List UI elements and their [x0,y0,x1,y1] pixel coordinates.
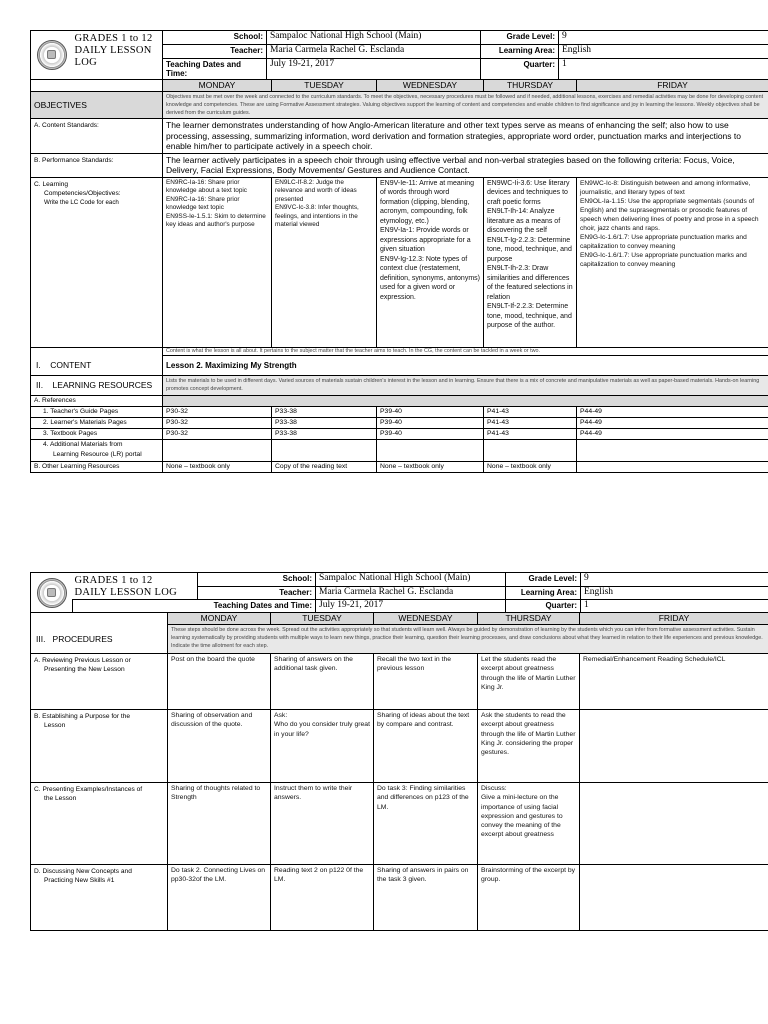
ref-value: P39-40 [377,406,484,417]
proc-label-a [31,654,168,710]
proc-cell [580,710,768,783]
dates-value: July 19-21, 2017 [316,600,506,613]
content-label [31,355,163,375]
competency-tuesday: EN9LC-If-8.2: Judge the relevance and worth of ideas presented EN9VC-Ic-3.8: Infer thoughts, feelings, and intentions in the material viewed [272,177,377,347]
title-grades: GRADES 1 to 12 [74,33,153,44]
proc-cell: Sharing of answers on the additional task given. [271,654,374,710]
ref-value: P33-38 [272,417,377,428]
resources-label [31,375,163,395]
day-monday: MONDAY [168,613,271,625]
ref-value [577,439,768,461]
deped-seal-2 [31,573,73,613]
title-dll: DAILY LESSON [74,45,152,56]
content-label-text: CONTENT [50,359,92,370]
ref-value: P39-40 [377,417,484,428]
ref-value: P30-32 [163,428,272,439]
other-resource-value: Copy of the reading text [272,461,377,472]
resources-label-num: II. [36,380,44,390]
ref-additional-label-1: 4. Additional Materials from [43,440,123,448]
resources-note: Lists the materials to be used in different days. Varied sources of materials sustain children's interest in the lesson and in learning. Ensure that there is a mix of concrete and manipulative materials as well as paper-based materials. Hands-on learning promotes concept development. [163,375,768,395]
ref-value: P44-49 [577,406,768,417]
proc-cell: Sharing of thoughts related to Strength [168,783,271,865]
ref-learners-materials-label: 2. Learner's Materials Pages [31,417,163,428]
grade-value: 9 [581,573,768,587]
teacher-value: Maria Carmela Rachel G. Esclanda [316,587,506,600]
ref-value: P44-49 [577,417,768,428]
resources-label-text: LEARNING RESOURCES [52,380,153,390]
procedures-label-text: PROCEDURES [52,633,113,644]
area-label: Learning Area: [506,587,581,600]
ref-value [377,439,484,461]
objectives-note: Objectives must be met over the week and connected to the curriculum standards. To meet the objectives, necessary procedures must be followed and if needed, additional lessons, exercises and remedial activities may be done for developing content knowledge and competencies. These are using Formative Assessment strategies. Valuing objectives support the learning of content and competencies and enable children to find significance and joy in learning the lessons. Weekly objectives shall be derived from the curriculum guides. [163,92,768,119]
ref-additional-label-2: Learning Resource (LR) portal [53,450,142,458]
ref-value [272,439,377,461]
seal-icon [37,40,67,70]
proc-label-line-1: Presenting Examples/Instances of [42,786,143,793]
dates-label: Teaching Dates and Time: [163,59,267,80]
proc-letter: A. [34,657,41,664]
references-label: A. References [31,395,163,406]
proc-cell: Discuss: Give a mini-lecture on the importance of using facial expression and gestures to convey the meaning of the excerpt about greatness [478,783,580,865]
proc-cell: Remedial/Enhancement Reading Schedule/ICL [580,654,768,710]
quarter-label: Quarter: [481,59,559,80]
objectives-table [30,79,768,473]
day-wednesday: WEDNESDAY [374,613,478,625]
area-label: Learning Area: [481,45,559,59]
teacher-label: Teacher: [163,45,267,59]
ref-value: P30-32 [163,406,272,417]
day-thursday: THURSDAY [478,613,580,625]
proc-letter: D. [34,868,41,875]
proc-cell: Recall the two text in the previous lesson [374,654,478,710]
competency-friday: EN9WC-Ic-8: Distinguish between and among informative, journalistic, and literary types of text EN9OL-Ia-1.15: Use the appropriate segmentals (sounds of English) and the suprasegmentals or prosodic features of speech when delivering lines of poetry and prose in a speech choir, jazz chants and raps. EN9G-Ic-1.6/1.7: Use appropriate punctuation marks and capitalization to convey meaning EN9G-Ic-1.6/1.7: Use appropriate punctuation marks and capitalization to convey meaning [577,177,768,347]
proc-cell: Sharing of observation and discussion of the quote. [168,710,271,783]
competencies-label-2: Competencies/Objectives: [44,189,121,197]
day-monday: MONDAY [163,80,272,92]
proc-label-b [31,710,168,783]
dll-title [73,31,163,80]
grade-label: Grade Level: [481,31,559,45]
competencies-label [31,177,163,347]
quarter-value: 1 [559,59,768,80]
school-value: Sampaloc National High School (Main) [316,573,506,587]
proc-cell [580,865,768,931]
other-resource-value [577,461,768,472]
proc-cell: Sharing of ideas about the text by compare and contrast. [374,710,478,783]
grade-label: Grade Level: [506,573,581,587]
proc-cell: Ask the students to read the excerpt about greatness through the life of Martin Luther King Jr. considering the proper gestures. [478,710,580,783]
proc-label-line-2: the Lesson [44,795,77,802]
proc-cell: Ask: Who do you consider truly great in your life? [271,710,374,783]
proc-cell: Do task 3: Finding similarities and differences on p123 of the LM. [374,783,478,865]
other-resources-label: B. Other Learning Resources [31,461,163,472]
other-resource-value: None – textbook only [484,461,577,472]
ref-value: P41-43 [484,428,577,439]
ref-value: P30-32 [163,417,272,428]
quarter-label: Quarter: [506,600,581,613]
school-label: School: [198,573,316,587]
proc-cell: Do task 2. Connecting Lives on pp30-32of the LM. [168,865,271,931]
proc-cell: Instruct them to write their answers. [271,783,374,865]
day-friday: FRIDAY [577,80,768,92]
day-tuesday: TUESDAY [272,80,377,92]
seal-icon [37,578,67,608]
proc-label-d [31,865,168,931]
competencies-letter: C. [34,180,41,188]
ref-value: P41-43 [484,406,577,417]
proc-label-line-1: Discussing New Concepts and [42,868,132,875]
proc-label-line-2: Lesson [44,722,66,729]
ref-value: P44-49 [577,428,768,439]
procedures-table [30,612,768,931]
title-dll-log: DAILY LESSON LOG [74,587,178,598]
references-header-fill [163,395,768,406]
competency-thursday: EN9WC-Ii-3.6: Use literary devices and techniques to craft poetic forms EN9LT-Ih-14: Analyze literature as a means of discovering the self EN9LT-Ig-2.2.3: Determine tone, mood, technique, and purpose EN9LT-Ih-2.3: Draw similarities and differences of the featured selections in relation EN9LT-If-2.2.3: Determine tone, mood, technique, and purpose of the author. [484,177,577,347]
proc-label-c [31,783,168,865]
proc-label-line-1: Reviewing Previous Lesson or [42,657,131,664]
ref-teachers-guide-label: 1. Teacher's Guide Pages [31,406,163,417]
other-resource-value: None – textbook only [377,461,484,472]
proc-cell: Post on the board the quote [168,654,271,710]
procedures-note: These steps should be done across the week. Spread out the activities appropriately so that students will learn well. Always be guided by demonstration of learning by the students which you can infer from formative assessment activities. Sustain learning systematically by providing students with multiple ways to learn new things, practice their learning, question their learning processes, and draw conclusions about what they learned in relation to their life experiences and previous knowledge. Indicate the time allotment for each step. [168,625,768,654]
dates-label: Teaching Dates and Time: [73,600,316,613]
deped-seal [31,31,73,80]
content-standards-label: A. Content Standards: [31,119,163,154]
quarter-value: 1 [581,600,768,613]
procedures-label [31,625,168,654]
content-label-num: I. [36,359,41,370]
competencies-label-1: Learning [42,180,69,188]
day-header-blank [31,613,168,625]
header-table [30,30,768,80]
proc-letter: C. [34,786,41,793]
proc-cell: Let the students read the excerpt about greatness through the life of Martin Luther King Jr. [478,654,580,710]
ref-additional-label [31,439,163,461]
day-header-blank [31,80,163,92]
lesson-title: Lesson 2. Maximizing My Strength [163,355,768,375]
objectives-label: OBJECTIVES [31,92,163,119]
ref-value: P33-38 [272,428,377,439]
day-tuesday: TUESDAY [271,613,374,625]
teacher-label: Teacher: [198,587,316,600]
school-label: School: [163,31,267,45]
area-value: English [559,45,768,59]
ref-value [163,439,272,461]
proc-cell: Reading text 2 on p122 0f the LM. [271,865,374,931]
dll-page-1 [30,30,768,473]
teacher-value: Maria Carmela Rachel G. Esclanda [267,45,481,59]
content-standards-text: The learner demonstrates understanding of how Anglo-American literature and other text types serve as means of enhancing the self; also how to use processing, assessing, summarizing information, word derivation and formation strategies, appropriate word order, punctuation marks and interjections to enable him/her to participate actively in a speech choir. [163,119,768,154]
competency-monday: EN9RC-Ia-16: Share prior knowledge about a text topic EN9RC-Ia-16: Share prior knowledge text topic EN9SS-Ie-1.5.1: Skim to determine key ideas and author's purpose [163,177,272,347]
competencies-label-3: Write the LC Code for each [44,198,119,206]
proc-cell: Sharing of answers in pairs on the task 3 given. [374,865,478,931]
proc-label-line-1: Establishing a Purpose for the [42,713,131,720]
header-table-2 [30,572,768,613]
proc-label-line-2: Practicing New Skills #1 [44,877,115,884]
title-grades: GRADES 1 to 12 [74,575,153,586]
day-thursday: THURSDAY [484,80,577,92]
day-wednesday: WEDNESDAY [377,80,484,92]
grade-value: 9 [559,31,768,45]
performance-standards-text: The learner actively participates in a speech choir through using effective verbal and non-verbal strategies based on the following criteria: Focus, Voice, Delivery, Facial Expressions, Body Movements/ Gestures and Audience Contact. [163,153,768,177]
proc-letter: B. [34,713,41,720]
ref-value: P41-43 [484,417,577,428]
content-note: Content is what the lesson is all about. It pertains to the subject matter that the teacher aims to teach. In the CG, the content can be tackled in a week or two. [163,347,768,355]
proc-cell: Brainstorming of the excerpt by group. [478,865,580,931]
procedures-label-num: III. [36,633,46,644]
dates-value: July 19-21, 2017 [267,59,481,80]
ref-textbook-label: 3. Textbook Pages [31,428,163,439]
proc-label-line-2: Presenting the New Lesson [44,666,125,673]
other-resource-value: None – textbook only [163,461,272,472]
ref-value [484,439,577,461]
content-note-blank [31,347,163,355]
title-log: LOG [74,57,97,68]
day-friday: FRIDAY [580,613,768,625]
dll-page-2 [30,572,768,931]
area-value: English [581,587,768,600]
ref-value: P39-40 [377,428,484,439]
school-value: Sampaloc National High School (Main) [267,31,481,45]
competency-wednesday: EN9V-Ie-11: Arrive at meaning of words through word formation (clipping, blending, acronym, compounding, folk etymology, etc.) EN9V-Ia-1: Provide words or expressions appropriate for a given situation EN9V-Ig-12.3: Note types of context clue (restatement, definition, synonyms, antonyms) used for a given word or expression. [377,177,484,347]
ref-value: P33-38 [272,406,377,417]
dll-title-2 [73,573,198,600]
proc-cell [580,783,768,865]
performance-standards-label: B. Performance Standards: [31,153,163,177]
